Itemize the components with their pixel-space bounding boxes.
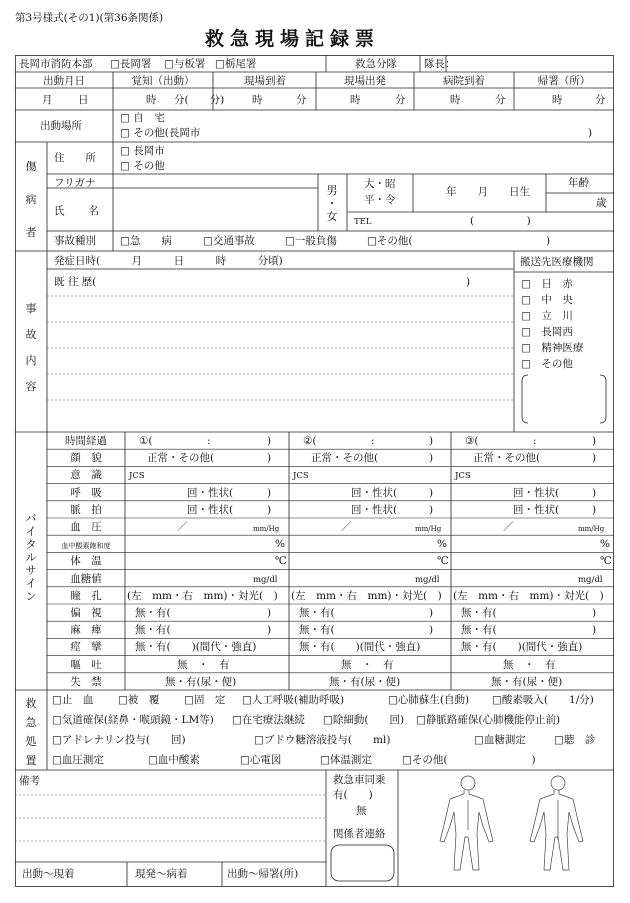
vital-spo2-col3[interactable]: %	[600, 538, 610, 551]
checkbox-icon[interactable]: □	[52, 694, 62, 706]
vital-face-col1[interactable]: 正常・その他(	[147, 452, 215, 465]
vital-time-colon: :	[371, 435, 375, 447]
vital-jcs-col1[interactable]: JCS	[129, 471, 145, 482]
vital-face-col2[interactable]: 正常・その他(	[311, 452, 379, 465]
dept-opt-yoita[interactable]: □与板署	[164, 58, 206, 70]
vital-temp-col3[interactable]: ℃	[600, 555, 612, 568]
vital-row-label: 体 温	[70, 555, 102, 568]
companion-ari[interactable]: 有( )	[333, 789, 373, 801]
treatment-line1-item-3[interactable]	[242, 694, 344, 706]
acc-illness[interactable]: □急 病	[120, 235, 172, 247]
vital-row-label: 偏 視	[70, 607, 102, 619]
vital-sugar-col3[interactable]: mg/dl	[578, 574, 603, 585]
vital-time-close: )	[429, 435, 434, 447]
treatment-label: 人工呼吸(補助呼吸)	[251, 694, 345, 706]
form-number: 第3号様式(その1)(第36条関係)	[15, 12, 164, 24]
checkbox-icon[interactable]: □	[52, 734, 62, 746]
vital-pupil-col3[interactable]: (左 mm・右 mm)・対光( )	[453, 589, 604, 602]
checkbox-icon[interactable]: □	[232, 714, 242, 726]
vital-close: )	[267, 503, 272, 516]
vital-spo2-col2[interactable]: %	[437, 538, 447, 551]
treatment-label: その他( )	[411, 754, 536, 766]
vital-breath-col1[interactable]: 回・性状(	[187, 486, 234, 499]
checkbox-icon[interactable]: □	[118, 694, 128, 706]
treatment-line1-item-0[interactable]	[52, 694, 93, 706]
patient-side-label: 傷 病 者	[25, 160, 37, 239]
checkbox-icon[interactable]: □	[402, 754, 412, 766]
treatment-label: アドレナリン投与( 回)	[61, 734, 186, 746]
treatment-label: 血中酸素	[157, 754, 200, 766]
vital-row-label: 時間経過	[65, 435, 107, 447]
treatment-label: 血圧測定	[61, 754, 104, 766]
vital-pupil-col1[interactable]: (左 mm・右 mm)・対光( )	[127, 589, 278, 602]
vital-close: )	[267, 486, 272, 499]
acc-other[interactable]: □その他(	[367, 235, 413, 247]
vital-row-label: 血 圧	[70, 521, 102, 533]
vital-cramp-col2[interactable]: 無・有( )(間代・強直)	[299, 641, 421, 654]
location-close: )	[588, 127, 593, 139]
treatment-line2-item-2[interactable]	[323, 714, 404, 726]
vital-row-label: 血中酸素飽和度	[61, 542, 111, 551]
time-col-arrival: 現場到着	[244, 75, 286, 87]
checkbox-icon[interactable]: □	[388, 694, 398, 706]
vital-close: )	[429, 503, 434, 516]
hospital-seishin[interactable]: □ 精神医療	[521, 342, 584, 354]
hospital-tachikawa[interactable]: □ 立 川	[521, 310, 573, 322]
vital-bp-unit: mm/Hg	[253, 525, 280, 533]
unit-minute-5: 分	[595, 94, 606, 106]
location-home[interactable]: □ 自 宅	[120, 112, 165, 124]
vital-close: )	[429, 607, 434, 619]
treatment-label: 被 覆	[127, 694, 160, 706]
vital-face-col3[interactable]: 正常・その他(	[473, 452, 541, 465]
vital-row-label: 麻 痺	[70, 624, 102, 637]
checkbox-icon[interactable]: □	[323, 714, 333, 726]
unit-hour-3: 時	[350, 94, 361, 106]
treatment-label: 除細動( 回)	[332, 714, 405, 726]
checkbox-icon[interactable]: □	[474, 734, 484, 746]
vital-ari-col2[interactable]: 無・有(	[299, 624, 335, 637]
location-other[interactable]: □ その他(長岡市	[120, 127, 201, 139]
unit-minute-4: 分	[495, 94, 506, 106]
history-close: )	[466, 276, 471, 288]
form-title: 救急現場記録票	[205, 28, 381, 50]
vital-time-mark: ③(	[465, 435, 479, 447]
acc-close: )	[546, 235, 551, 247]
unit-day: 日	[78, 94, 89, 106]
vital-ari-col1[interactable]: 無・有(	[135, 624, 171, 637]
vital-spo2-col1[interactable]: %	[275, 538, 285, 551]
treatment-label: 在宅療法継続	[241, 714, 305, 726]
vital-bp-col3[interactable]: ／	[503, 521, 514, 533]
hospital-nagaokanishi[interactable]: □ 長岡西	[521, 326, 573, 338]
checkbox-icon[interactable]: □	[554, 734, 564, 746]
era-1: 大・昭	[364, 178, 396, 190]
vital-bp-col1[interactable]: ／	[177, 521, 188, 533]
name-label: 氏 名	[54, 205, 100, 217]
vital-close: )	[267, 607, 272, 619]
vital-ari-col3[interactable]: 無・有(	[461, 607, 497, 619]
vital-close: )	[592, 452, 597, 465]
treatment-label: 心電図	[249, 754, 282, 766]
vital-pulse-col1[interactable]: 回・性状(	[187, 503, 234, 516]
vital-bp-unit: mm/Hg	[415, 525, 442, 533]
address-nagaoka[interactable]: □ 長岡市	[120, 145, 165, 157]
checkbox-icon[interactable]: □	[320, 754, 330, 766]
unit-hour-2: 時	[252, 94, 263, 106]
treatment-label: 体温測定	[329, 754, 372, 766]
vital-close: )	[267, 624, 272, 637]
vital-breath-col2[interactable]: 回・性状(	[351, 486, 398, 499]
time-col-return: 帰署（所）	[537, 75, 591, 87]
checkbox-icon[interactable]: □	[148, 754, 158, 766]
treatment-label: 止 血	[61, 694, 94, 706]
vital-row-label: 顔 貌	[70, 452, 102, 465]
treatment-label: ブドウ糖溶液投与( ml)	[263, 734, 391, 746]
notes-label: 備考	[19, 775, 40, 787]
treatment-label: 固 定	[193, 694, 226, 706]
vital-ari-col3[interactable]: 無・有(	[461, 624, 497, 637]
unit-minute-paren: 分( 分)	[174, 94, 225, 106]
vital-jcs-col2[interactable]: JCS	[293, 471, 309, 482]
treatment-line4-item-4[interactable]	[402, 754, 536, 766]
vital-row-label: 血糖値	[70, 572, 102, 585]
vital-time-mark: ①(	[139, 435, 153, 447]
age-unit: 歳	[596, 197, 607, 209]
vital-row-label: 嘔 吐	[70, 658, 102, 671]
treatment-line1-item-5[interactable]	[492, 694, 594, 706]
checkbox-icon[interactable]: □	[184, 694, 194, 706]
body-figure-front	[440, 776, 493, 870]
checkbox-icon[interactable]: □	[52, 754, 62, 766]
treatment-line3-item-2[interactable]	[474, 734, 526, 746]
treatment-label: 聴 診	[563, 734, 596, 746]
treatment-label: 気道確保(経鼻・喉頭鏡・LM等)	[61, 714, 214, 726]
hospital-chuo[interactable]: □ 中 央	[521, 294, 573, 306]
time-col-notice: 覚知（出動）	[131, 75, 195, 87]
unit-minute-2: 分	[296, 94, 307, 106]
vital-row-label: 失 禁	[70, 675, 102, 688]
treatment-line2-item-1[interactable]	[232, 714, 305, 726]
vital-row-label: 脈 拍	[70, 503, 102, 516]
checkbox-icon[interactable]: □	[240, 754, 250, 766]
time-col-dispatch-date: 出動月日	[43, 75, 85, 87]
treatment-line1-item-1[interactable]	[118, 694, 159, 706]
dob-label: 年 月 日生	[446, 186, 530, 198]
dept-opt-nagaoka[interactable]: □長岡署	[110, 58, 152, 70]
treatment-line4-item-1[interactable]	[148, 754, 200, 766]
checkbox-icon[interactable]: □	[416, 714, 426, 726]
vital-close: )	[592, 607, 597, 619]
location-label: 出動場所	[40, 120, 82, 132]
treatment-line4-item-3[interactable]	[320, 754, 372, 766]
age-label: 年齢	[568, 177, 589, 189]
dept-opt-tochio[interactable]: □栃尾署	[215, 58, 257, 70]
treatment-line3-item-0[interactable]	[52, 734, 186, 746]
unit-minute-3: 分	[395, 94, 406, 106]
era-2: 平・令	[364, 194, 396, 206]
vital-close: )	[592, 503, 597, 516]
unit-hour-5: 時	[552, 94, 563, 106]
vital-time-colon: :	[207, 435, 211, 447]
vital-temp-col2[interactable]: ℃	[437, 555, 449, 568]
acc-injury[interactable]: □一般負傷	[285, 235, 337, 247]
address-label: 住 所	[54, 152, 96, 164]
elapsed-dispatch-return: 出動～帰署(所)	[227, 868, 299, 880]
leader-label: 隊長：	[424, 58, 456, 70]
history-label: 既 往 歴(	[54, 276, 97, 288]
elapsed-dispatch-arrival: 出動～現着	[22, 868, 75, 880]
treatment-line2-item-3[interactable]	[416, 714, 560, 726]
vital-time-close: )	[592, 435, 597, 447]
hospital-nisseki[interactable]: □ 日 赤	[521, 278, 573, 290]
vital-row-label: 呼 吸	[70, 486, 102, 499]
treatment-label: 心肺蘇生(自動)	[397, 694, 470, 706]
treatment-label: 血糖測定	[483, 734, 526, 746]
vital-row-label: 痙 攣	[70, 641, 102, 654]
vital-bp-col2[interactable]: ／	[341, 521, 352, 533]
vital-jcs-col3[interactable]: JCS	[455, 471, 471, 482]
companion-label: 救急車同乗	[333, 774, 386, 786]
vital-vomit-col3[interactable]: 無 ・ 有	[503, 658, 556, 671]
unit-hour-4: 時	[450, 94, 461, 106]
checkbox-icon[interactable]: □	[254, 734, 264, 746]
vital-incont-col2[interactable]: 無・有(尿・便)	[329, 675, 401, 688]
treatment-side-label: 救 急 処 置	[25, 697, 37, 767]
companion-nashi[interactable]: 無	[356, 805, 367, 817]
treatment-line4-item-0[interactable]	[52, 754, 104, 766]
tel-paren: ( )	[470, 215, 531, 227]
onset-datetime: 発症日時( 月 日 時 分頃)	[54, 255, 283, 267]
checkbox-icon[interactable]: □	[52, 714, 62, 726]
vital-pulse-col2[interactable]: 回・性状(	[351, 503, 398, 516]
tel-label: TEL	[354, 217, 372, 227]
transport-label: 搬送先医療機関	[520, 256, 594, 268]
checkbox-icon[interactable]: □	[242, 694, 252, 706]
furigana-label: フリガナ	[54, 177, 96, 189]
elapsed-depart-hospital: 現発～病着	[135, 868, 188, 880]
treatment-line4-item-2[interactable]	[240, 754, 281, 766]
vital-sugar-col2[interactable]: mg/dl	[415, 574, 440, 585]
incident-side-label: 事 故 内 容	[25, 302, 37, 393]
address-other[interactable]: □ その他	[120, 160, 165, 172]
vital-close: )	[429, 452, 434, 465]
unit-month: 月	[42, 94, 53, 106]
vital-time-close: )	[267, 435, 272, 447]
vital-cramp-col1[interactable]: 無・有( )(間代・強直)	[135, 641, 257, 654]
checkbox-icon[interactable]: □	[492, 694, 502, 706]
vital-close: )	[267, 452, 272, 465]
vital-vomit-col2[interactable]: 無 ・ 有	[341, 658, 394, 671]
vital-row-label: 瞳 孔	[70, 589, 102, 602]
squad-label: 救急分隊	[355, 58, 397, 70]
vital-bp-unit: mm/Hg	[578, 525, 605, 533]
body-figure-back	[530, 776, 583, 870]
vital-row-label: 意 識	[70, 469, 102, 482]
treatment-line1-item-2[interactable]	[184, 694, 225, 706]
vital-time-colon: :	[533, 435, 537, 447]
vital-time-mark: ②(	[303, 435, 317, 447]
hospital-other[interactable]: □ その他	[521, 358, 573, 370]
treatment-line3-item-3[interactable]	[554, 734, 595, 746]
vital-incont-col3[interactable]: 無・有(尿・便)	[491, 675, 563, 688]
treatment-line1-item-4[interactable]	[388, 694, 469, 706]
vital-cramp-col3[interactable]: 無・有( )(間代・強直)	[461, 641, 583, 654]
treatment-line3-item-1[interactable]	[254, 734, 390, 746]
acc-traffic[interactable]: □交通事故	[203, 235, 255, 247]
sex-label[interactable]: 男 ・ 女	[326, 184, 338, 223]
vital-ari-col2[interactable]: 無・有(	[299, 607, 335, 619]
vital-pulse-col3[interactable]: 回・性状(	[513, 503, 560, 516]
time-col-hospital: 病院到着	[443, 75, 485, 87]
dept-hq: 長岡市消防本部	[19, 58, 93, 70]
vital-close: )	[429, 486, 434, 499]
time-col-depart: 現場出発	[344, 75, 386, 87]
vital-close: )	[592, 486, 597, 499]
vital-close: )	[592, 624, 597, 637]
vital-incont-col1[interactable]: 無・有(尿・便)	[165, 675, 237, 688]
vital-sugar-col1[interactable]: mg/dl	[253, 574, 278, 585]
vital-pupil-col2[interactable]: (左 mm・右 mm)・対光( )	[291, 589, 442, 602]
vital-breath-col3[interactable]: 回・性状(	[513, 486, 560, 499]
contact-label: 関係者連絡	[333, 828, 386, 840]
vital-ari-col1[interactable]: 無・有(	[135, 607, 171, 619]
accident-label: 事故種別	[54, 235, 96, 247]
vitals-side-label: バ イ タ ル サ イ ン	[25, 512, 37, 603]
treatment-line2-item-0[interactable]	[52, 714, 214, 726]
treatment-label: 静脈路確保(心肺機能停止前)	[425, 714, 561, 726]
vital-close: )	[429, 624, 434, 637]
vital-vomit-col1[interactable]: 無 ・ 有	[177, 658, 230, 671]
vital-temp-col1[interactable]: ℃	[275, 555, 287, 568]
treatment-label: 酸素吸入( 1/分)	[501, 694, 594, 706]
unit-hour-1: 時	[146, 94, 157, 106]
